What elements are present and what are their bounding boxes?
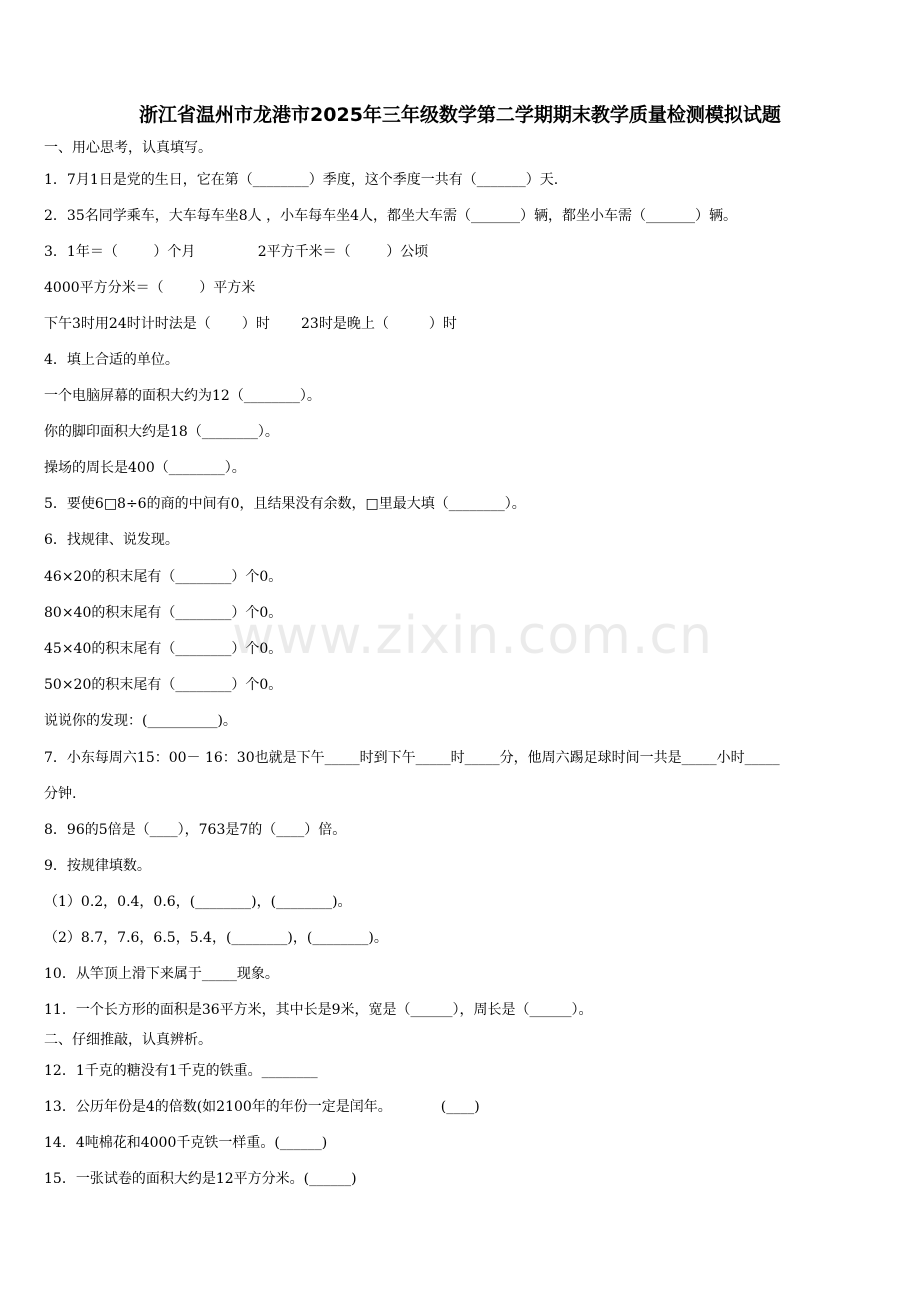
question-line: 一个电脑屏幕的面积大约为12（________）。	[44, 388, 321, 404]
question-line: 下午3时用24时计时法是（ ）时 23时是晚上（ ）时	[44, 316, 457, 332]
section-heading: 一、用心思考，认真填写。	[44, 140, 212, 156]
question-line: 3．1年＝（ ）个月 2平方千米＝（ ）公顷	[44, 244, 429, 260]
question-line: 1．7月1日是党的生日，它在第（________）季度，这个季度一共有（_______）天.	[44, 172, 559, 188]
page-title: 浙江省温州市龙港市2025年三年级数学第二学期期末教学质量检测模拟试题	[139, 104, 781, 126]
question-line: 4．填上合适的单位。	[44, 352, 179, 368]
question-line: 操场的周长是400（________）。	[44, 460, 246, 476]
question-line: 10．从竿顶上滑下来属于_____现象。	[44, 966, 279, 982]
question-line: 13．公历年份是4的倍数(如2100年的年份一定是闰年。 (____)	[44, 1099, 480, 1115]
question-line: 4000平方分米＝（ ）平方米	[44, 280, 256, 296]
question-line: 46×20的积末尾有（________）个0。	[44, 569, 283, 585]
question-line: 14．4吨棉花和4000千克铁一样重。(______)	[44, 1135, 328, 1151]
section-heading: 二、仔细推敲，认真辨析。	[44, 1032, 212, 1048]
question-line: （1）0.2，0.4，0.6，(________)，(________)。	[44, 894, 352, 910]
question-line: 7．小东每周六15：00－ 16：30也就是下午_____时到下午_____时_____分，他周六踢足球时间一共是_____小时_____	[44, 750, 780, 766]
question-line: 15．一张试卷的面积大约是12平方分米。(______)	[44, 1171, 357, 1187]
question-line: 2．35名同学乘车，大车每车坐8人 ，小车每车坐4人，都坐大车需（_______）辆，都坐小车需（_______）辆。	[44, 208, 737, 224]
question-line: 8．96的5倍是（____），763是7的（____）倍。	[44, 822, 347, 838]
question-line: 9．按规律填数。	[44, 858, 151, 874]
question-line: 45×40的积末尾有（________）个0。	[44, 641, 283, 657]
question-line: 说说你的发现：(__________)。	[44, 713, 237, 729]
question-line: （2）8.7，7.6，6.5，5.4，(________)，(________)。	[44, 930, 388, 946]
question-line: 你的脚印面积大约是18（________）。	[44, 424, 279, 440]
question-line: 5．要使6□8÷6的商的中间有0，且结果没有余数，□里最大填（________）。	[44, 496, 526, 512]
question-line: 80×40的积末尾有（________）个0。	[44, 605, 283, 621]
question-line: 11．一个长方形的面积是36平方米，其中长是9米，宽是（______），周长是（______）。	[44, 1002, 593, 1018]
question-line: 12．1千克的糖没有1千克的铁重。________	[44, 1063, 318, 1079]
watermark: www.zixin.com.cn	[232, 606, 713, 666]
question-line: 6．找规律、说发现。	[44, 532, 179, 548]
question-line: 50×20的积末尾有（________）个0。	[44, 677, 283, 693]
question-line: 分钟.	[44, 786, 77, 802]
